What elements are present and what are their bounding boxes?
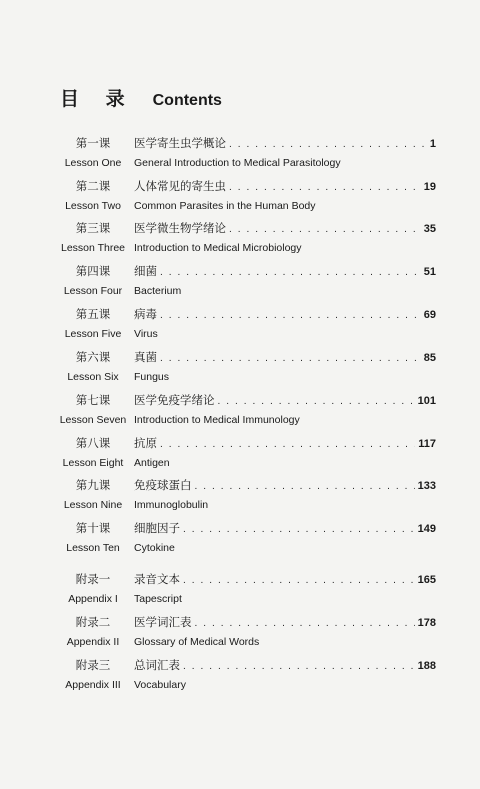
appendix-number-english: Appendix I xyxy=(68,593,118,605)
appendix-number-chinese: 附录三 xyxy=(75,658,111,672)
lesson-number-chinese: 第四课 xyxy=(75,264,111,278)
lesson-number-english: Lesson Two xyxy=(65,200,121,212)
leader-dots xyxy=(195,615,415,633)
appendix-title-english: Glossary of Medical Words xyxy=(134,636,260,648)
lesson-number-english: Lesson One xyxy=(64,157,122,169)
appendix-title-english: Vocabulary xyxy=(134,679,186,691)
lesson-title-chinese: 医学微生物学绪论 xyxy=(134,221,226,235)
toc-entry-lesson-5[interactable] xyxy=(56,305,436,347)
lesson-title-english: Introduction to Medical Microbiology xyxy=(134,242,302,254)
toc-entry-lesson-9[interactable] xyxy=(56,476,436,518)
lesson-title-english: Antigen xyxy=(134,457,170,469)
leader-dots xyxy=(229,136,427,154)
toc-entry-appendix-2[interactable] xyxy=(56,613,436,655)
lesson-title-chinese: 抗原 xyxy=(134,436,157,450)
page-number: 188 xyxy=(417,660,436,672)
lesson-number-english: Lesson Five xyxy=(64,328,122,340)
toc-entry-lesson-2[interactable] xyxy=(56,177,436,219)
lesson-title-chinese: 医学免疫学绪论 xyxy=(134,393,215,407)
lesson-number-chinese: 第八课 xyxy=(75,436,111,450)
toc-entry-lesson-7[interactable] xyxy=(56,391,436,433)
lesson-title-english: Fungus xyxy=(134,371,170,383)
page-number: 85 xyxy=(423,352,436,364)
toc-entry-lesson-8[interactable] xyxy=(56,434,436,476)
lesson-number-chinese: 第七课 xyxy=(75,393,111,407)
lesson-number-chinese: 第六课 xyxy=(75,350,111,364)
page-number: 165 xyxy=(417,574,436,586)
page-number: 19 xyxy=(423,181,436,193)
toc-heading-english: Contents xyxy=(152,92,222,109)
lesson-title-chinese: 细胞因子 xyxy=(134,521,180,535)
page-number: 35 xyxy=(423,223,436,235)
appendix-number-english: Appendix II xyxy=(66,636,120,648)
appendix-title-chinese: 录音文本 xyxy=(134,572,180,586)
lesson-number-chinese: 第五课 xyxy=(75,307,111,321)
toc-entry-lesson-10[interactable] xyxy=(56,519,436,561)
toc-entry-lesson-4[interactable] xyxy=(56,262,436,304)
appendix-number-chinese: 附录一 xyxy=(75,572,111,586)
lesson-number-english: Lesson Seven xyxy=(59,414,127,426)
page-number: 117 xyxy=(418,438,436,450)
leader-dots xyxy=(229,179,421,197)
leader-dots xyxy=(183,658,415,676)
leader-dots xyxy=(229,221,421,239)
leader-dots xyxy=(160,350,421,368)
lesson-title-english: Common Parasites in the Human Body xyxy=(134,200,316,212)
lesson-number-chinese: 第十课 xyxy=(75,521,111,535)
lesson-title-english: Cytokine xyxy=(134,542,175,554)
page-number: 51 xyxy=(423,266,436,278)
leader-dots xyxy=(160,436,415,454)
lesson-number-english: Lesson Eight xyxy=(62,457,124,469)
page-number: 149 xyxy=(417,523,436,535)
lesson-number-chinese: 第一课 xyxy=(75,136,111,150)
lesson-number-chinese: 第九课 xyxy=(75,478,111,492)
lesson-title-chinese: 医学寄生虫学概论 xyxy=(134,136,226,150)
page-number: 178 xyxy=(417,617,436,629)
appendix-number-chinese: 附录二 xyxy=(75,615,111,629)
appendix-title-chinese: 总词汇表 xyxy=(134,658,180,672)
page-number: 101 xyxy=(417,395,436,407)
toc-entry-appendix-1[interactable] xyxy=(56,570,436,612)
lesson-number-english: Lesson Nine xyxy=(63,499,123,511)
page-number: 133 xyxy=(417,480,436,492)
leader-dots xyxy=(195,478,415,496)
page-number: 1 xyxy=(429,138,436,150)
lesson-number-chinese: 第二课 xyxy=(75,179,111,193)
lesson-title-english: Virus xyxy=(134,328,158,340)
appendix-title-english: Tapescript xyxy=(134,593,182,605)
lesson-number-english: Lesson Six xyxy=(67,371,119,383)
lesson-title-english: Introduction to Medical Immunology xyxy=(134,414,300,426)
lesson-title-english: General Introduction to Medical Parasitology xyxy=(134,157,341,169)
lesson-title-chinese: 病毒 xyxy=(134,307,157,321)
toc-heading-chinese: 目 录 xyxy=(60,88,135,110)
lesson-number-chinese: 第三课 xyxy=(75,221,111,235)
lesson-title-chinese: 细菌 xyxy=(134,264,157,278)
toc-entry-lesson-1[interactable] xyxy=(56,134,436,176)
toc-entry-lesson-6[interactable] xyxy=(56,348,436,390)
toc-heading xyxy=(60,84,222,111)
appendix-title-chinese: 医学词汇表 xyxy=(134,615,192,629)
leader-dots xyxy=(160,307,421,325)
toc-entry-appendix-3[interactable] xyxy=(56,656,436,698)
lesson-number-english: Lesson Three xyxy=(60,242,125,254)
toc-entry-lesson-3[interactable] xyxy=(56,219,436,261)
lesson-number-english: Lesson Four xyxy=(63,285,123,297)
leader-dots xyxy=(160,264,421,282)
leader-dots xyxy=(218,393,415,411)
leader-dots xyxy=(183,572,415,590)
lesson-number-english: Lesson Ten xyxy=(66,542,120,554)
page-number: 69 xyxy=(423,309,436,321)
leader-dots xyxy=(183,521,415,539)
appendix-number-english: Appendix III xyxy=(65,679,121,691)
lesson-title-chinese: 免疫球蛋白 xyxy=(134,478,192,492)
lesson-title-chinese: 真菌 xyxy=(134,350,157,364)
lesson-title-chinese: 人体常见的寄生虫 xyxy=(134,179,226,193)
lesson-title-english: Bacterium xyxy=(134,285,182,297)
lesson-title-english: Immunoglobulin xyxy=(134,499,209,511)
